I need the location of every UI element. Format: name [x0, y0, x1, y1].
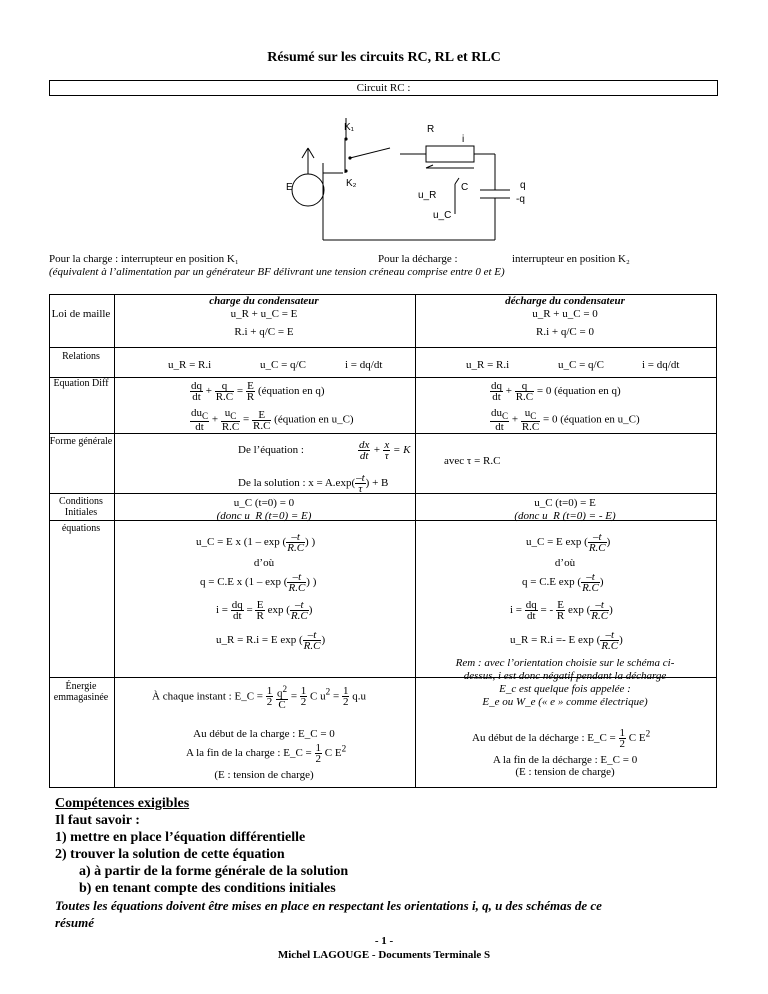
decharge-eq-ur-sol: u_R = R.i =- E exp ( $\frac{-t}{R.C}$ )	[510, 629, 623, 652]
minus-q-label: -q	[516, 194, 525, 205]
charge-eq-q: $\frac{dq}{dt}$ + $\frac{q}{R.C}$ = $\frac{E}{R}$ (équation en q)	[191, 380, 325, 403]
column-decharge-header: décharge du condensateur	[505, 295, 625, 307]
row-label-forme: Forme générale	[49, 436, 113, 447]
intro-decharge-position: interrupteur en position K₂	[512, 253, 630, 265]
charge-energie-fin: A la fin de la charge : E_C = $\frac{1}{2}$ C $E^2$	[186, 742, 347, 765]
charge-ci-2: (donc u_R (t=0) = E)	[216, 510, 312, 522]
charge-eq-q-sol: q = C.E x (1 – exp ( $\frac{-t}{R.C}$ ) )	[200, 571, 317, 594]
decharge-eq2-label: = 0 (équation en u_C)	[543, 413, 640, 426]
page-title: Résumé sur les circuits RC, RL et RLC	[267, 50, 501, 65]
decharge-eq1-label: (équation en q)	[554, 385, 621, 398]
charge-energie-instant: À chaque instant : E_C = $\frac{1}{2}$ $\frac{q^2}{C}$ = $\frac{1}{2}$ C $u^2$ = $\frac{1}{2}$ q.u	[152, 684, 366, 711]
competences-line-1: Il faut savoir :	[55, 813, 140, 828]
competences-line-2: 1) mettre en place l’équation différentielle	[55, 830, 306, 845]
decharge-eq-uc: $\frac{du_C}{dt}$ + $\frac{u_C}{R.C}$ = 0 (équation en u_C)	[491, 407, 640, 434]
i-label: i	[462, 134, 465, 145]
decharge-energie-debut: Au début de la décharge : E_C = $\frac{1}{2}$ C $E^2$	[472, 727, 651, 750]
decharge-rel-uc: u_C = q/C	[558, 359, 604, 371]
decharge-eq-i-sol: i = $\frac{dq}{dt}$ = - $\frac{E}{R}$ exp ( $\frac{-t}{R.C}$ )	[510, 599, 613, 622]
decharge-energie-fin: A la fin de la décharge : E_C = 0	[492, 754, 638, 766]
decharge-eq-q-sol: q = C.E exp ( $\frac{-t}{R.C}$ )	[522, 571, 604, 594]
decharge-tau: avec τ = R.C	[444, 455, 501, 467]
decharge-energie-note: (E : tension de charge)	[515, 766, 615, 778]
competences-line-6: Toutes les équations doivent être mises en place en respectant les orientations i, q, u des schémas de ce	[55, 898, 602, 913]
k1-label: K₁	[344, 122, 355, 133]
decharge-eq-q: $\frac{dq}{dt}$ + $\frac{q}{R.C}$ = 0 (équation en q)	[491, 380, 621, 403]
intro-decharge: Pour la décharge :	[378, 253, 458, 265]
row-label-conditions: Conditions Initiales	[59, 496, 103, 518]
charge-ci-1: u_C (t=0) = 0	[233, 497, 295, 509]
decharge-rel-ur: u_R = R.i	[466, 359, 510, 371]
charge-rel-uc: u_C = q/C	[260, 359, 306, 371]
footer-author: Michel LAGOUGE - Documents Terminale S	[277, 949, 491, 961]
intro-note: (équivalent à l’alimentation par un générateur BF délivrant une tension créneau comprise entre 0 et E)	[49, 266, 505, 278]
c-label: C	[461, 182, 469, 193]
charge-energie-note: (E : tension de charge)	[214, 769, 314, 781]
competences-line-5: b) en tenant compte des conditions initiales	[79, 881, 336, 896]
decharge-rem-3: E_c est quelque fois appelée :	[499, 683, 631, 695]
row-label-relations: Relations	[62, 351, 100, 362]
competences-line-3: 2) trouver la solution de cette équation	[55, 847, 285, 862]
decharge-ci-2: (donc u_R (t=0) = - E)	[514, 510, 616, 522]
decharge-rem-1: Rem : avec l’orientation choisie sur le schéma ci-	[455, 657, 675, 669]
row-label-equations: équations	[61, 523, 101, 534]
charge-eq-i-sol: i = $\frac{dq}{dt}$ = $\frac{E}{R}$ exp ( $\frac{-t}{R.C}$ )	[216, 599, 313, 622]
ur-label: u_R	[418, 190, 437, 201]
charge-forme-2: De la solution : x = A.exp( $\frac{-t}{\tau}$ ) + B	[238, 472, 389, 495]
row-label-loi: Loi de maille	[51, 308, 111, 320]
charge-eq2-label: (équation en u_C)	[274, 413, 354, 426]
decharge-rel-i: i = dq/dt	[642, 359, 680, 371]
decharge-rem-4: E_e ou W_e (« e » comme électrique)	[482, 696, 648, 708]
rc-summary-table	[49, 294, 717, 788]
decharge-ci-1: u_C (t=0) = E	[534, 497, 596, 509]
charge-eq-ur-sol: u_R = R.i = E exp ( $\frac{-t}{R.C}$ )	[216, 629, 326, 652]
charge-rel-i: i = dq/dt	[345, 359, 383, 371]
competences-title: Compétences exigibles	[55, 796, 190, 811]
charge-forme-eq: $\frac{dx}{dt}$ + $\frac{x}{\tau}$ = K	[359, 439, 411, 462]
section-header-rc: Circuit RC :	[49, 80, 718, 96]
decharge-rem-2: dessus, i est donc négatif pendant la décharge	[463, 670, 667, 682]
charge-eq1-label: (équation en q)	[257, 385, 325, 398]
k2-label: K₂	[346, 178, 357, 189]
rc-circuit-diagram	[250, 118, 550, 246]
charge-forme-1: De l’équation :	[238, 444, 304, 456]
column-charge-header: charge du condensateur	[209, 295, 319, 307]
e-label: E	[286, 182, 293, 193]
decharge-loi-1: u_R + u_C = 0	[532, 308, 598, 320]
r-label: R	[427, 124, 435, 135]
charge-loi-1: u_R + u_C = E	[230, 308, 298, 320]
page-number: - 1 -	[374, 935, 394, 947]
charge-rel-ur: u_R = R.i	[168, 359, 212, 371]
q-label: q	[520, 180, 526, 191]
charge-energie-debut: Au début de la charge : E_C = 0	[193, 728, 335, 740]
row-label-energie: Énergie emmagasinée	[53, 681, 109, 703]
charge-loi-2: R.i + q/C = E	[234, 326, 294, 338]
intro-charge: Pour la charge : interrupteur en position K₁	[49, 253, 239, 265]
decharge-loi-2: R.i + q/C = 0	[536, 326, 594, 338]
charge-eq-uc-sol: u_C = E x (1 – exp ( $\frac{-t}{R.C}$ ) )	[196, 531, 316, 554]
competences-line-7: résumé	[55, 915, 94, 930]
competences-line-4: a) à partir de la forme générale de la solution	[79, 864, 349, 879]
charge-doux: d’où	[253, 557, 275, 569]
uc-label: u_C	[433, 210, 452, 221]
charge-eq-uc: $\frac{du_C}{dt}$ + $\frac{u_C}{R.C}$ = $\frac{E}{R.C}$ (équation en u_C)	[191, 407, 354, 434]
decharge-eq-uc-sol: u_C = E exp ( $\frac{-t}{R.C}$ )	[526, 531, 611, 554]
row-label-equation: Equation Diff	[53, 378, 109, 389]
decharge-doux: d’où	[554, 557, 576, 569]
